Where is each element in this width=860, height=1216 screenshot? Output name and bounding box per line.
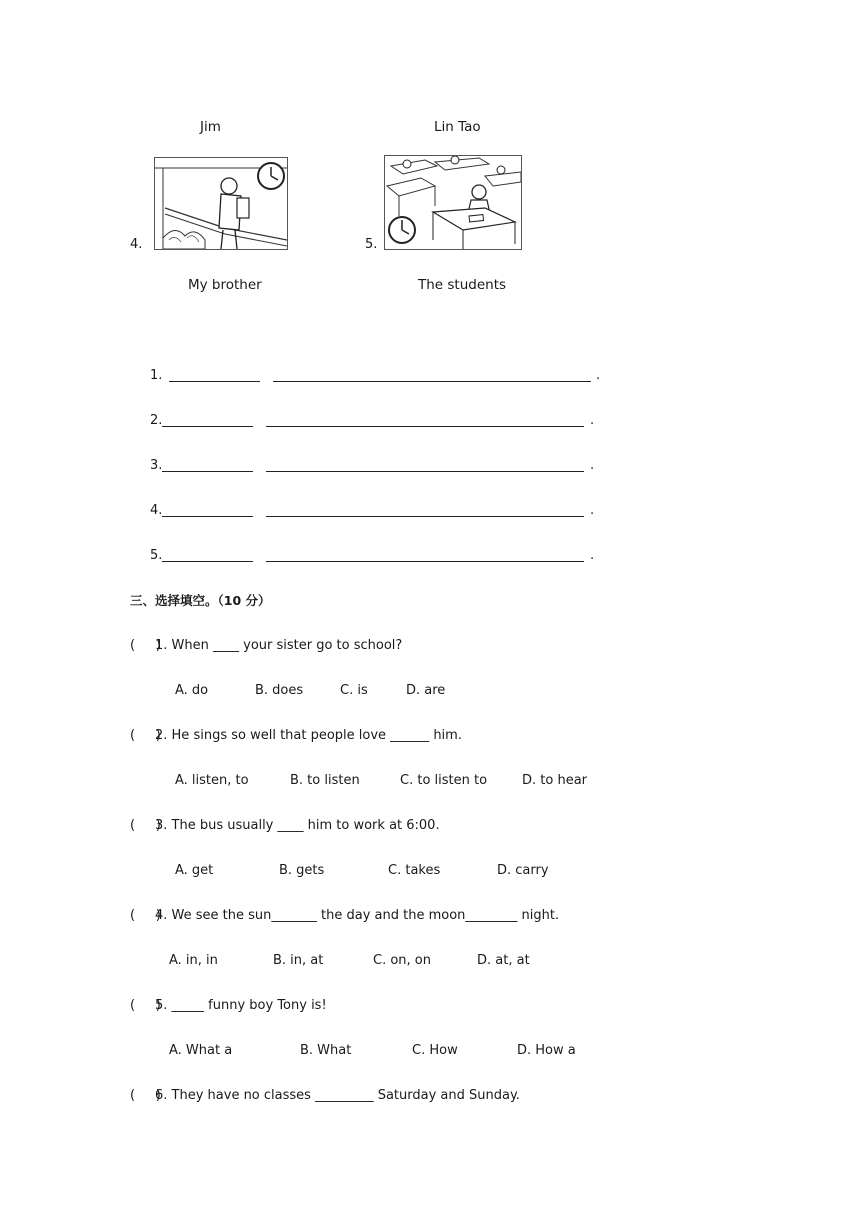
option-c: C. is (340, 683, 368, 698)
long-blank[interactable] (266, 471, 584, 472)
option-d: D. are (406, 683, 446, 698)
option-c: C. to listen to (400, 773, 488, 788)
line-end-period: . (590, 413, 595, 428)
line-end-period: . (596, 368, 601, 383)
picture-number-5: 5. (365, 237, 378, 252)
caption-jim: Jim (200, 119, 221, 135)
line-end-period: . (590, 458, 595, 473)
caption-the-students: The students (418, 277, 507, 293)
question-5-stem: 5. _____ funny boy Tony is! (155, 998, 327, 1013)
question-6-stem: 6. They have no classes _________ Saturday and Sunday. (155, 1088, 520, 1103)
option-d: D. at, at (477, 953, 530, 968)
long-blank[interactable] (266, 426, 584, 427)
boy-with-backpack-clock-picture (154, 157, 288, 250)
option-d: D. to hear (522, 773, 588, 788)
short-blank[interactable] (169, 381, 260, 382)
option-c: C. on, on (373, 953, 431, 968)
option-d: D. How a (517, 1043, 576, 1058)
short-blank[interactable] (162, 561, 253, 562)
answer-number: 2. (150, 413, 163, 428)
option-b: B. in, at (273, 953, 324, 968)
answer-paren[interactable]: ( ) (130, 728, 161, 743)
option-b: B. does (255, 683, 304, 698)
long-blank[interactable] (266, 516, 584, 517)
short-blank[interactable] (162, 471, 253, 472)
caption-my-brother: My brother (188, 277, 262, 293)
long-blank[interactable] (266, 561, 584, 562)
answer-number: 5. (150, 548, 163, 563)
students-classroom-clock-picture (384, 155, 522, 250)
answer-number: 1. (150, 368, 163, 383)
answer-number: 3. (150, 458, 163, 473)
option-d: D. carry (497, 863, 549, 878)
option-a: A. do (175, 683, 209, 698)
answer-paren[interactable]: ( ) (130, 1088, 161, 1103)
short-blank[interactable] (162, 516, 253, 517)
answer-paren[interactable]: ( ) (130, 908, 161, 923)
short-blank[interactable] (162, 426, 253, 427)
answer-number: 4. (150, 503, 163, 518)
option-a: A. in, in (169, 953, 218, 968)
caption-lin-tao: Lin Tao (434, 119, 481, 135)
question-1-stem: 1. When ____ your sister go to school? (155, 638, 403, 653)
long-blank[interactable] (273, 381, 591, 382)
answer-paren[interactable]: ( ) (130, 818, 161, 833)
line-end-period: . (590, 548, 595, 563)
section-3-heading: 三、选择填空。（10 分） (130, 593, 271, 608)
option-b: B. gets (279, 863, 325, 878)
answer-paren[interactable]: ( ) (130, 998, 161, 1013)
option-a: A. get (175, 863, 214, 878)
option-b: B. What (300, 1043, 352, 1058)
line-end-period: . (590, 503, 595, 518)
question-3-stem: 3. The bus usually ____ him to work at 6:00. (155, 818, 440, 833)
option-a: A. What a (169, 1043, 233, 1058)
option-a: A. listen, to (175, 773, 249, 788)
option-c: C. How (412, 1043, 458, 1058)
picture-number-4: 4. (130, 237, 143, 252)
question-2-stem: 2. He sings so well that people love ______ him. (155, 728, 462, 743)
option-c: C. takes (388, 863, 441, 878)
question-4-stem: 4. We see the sun_______ the day and the moon________ night. (155, 908, 560, 923)
option-b: B. to listen (290, 773, 360, 788)
answer-paren[interactable]: ( ) (130, 638, 161, 653)
